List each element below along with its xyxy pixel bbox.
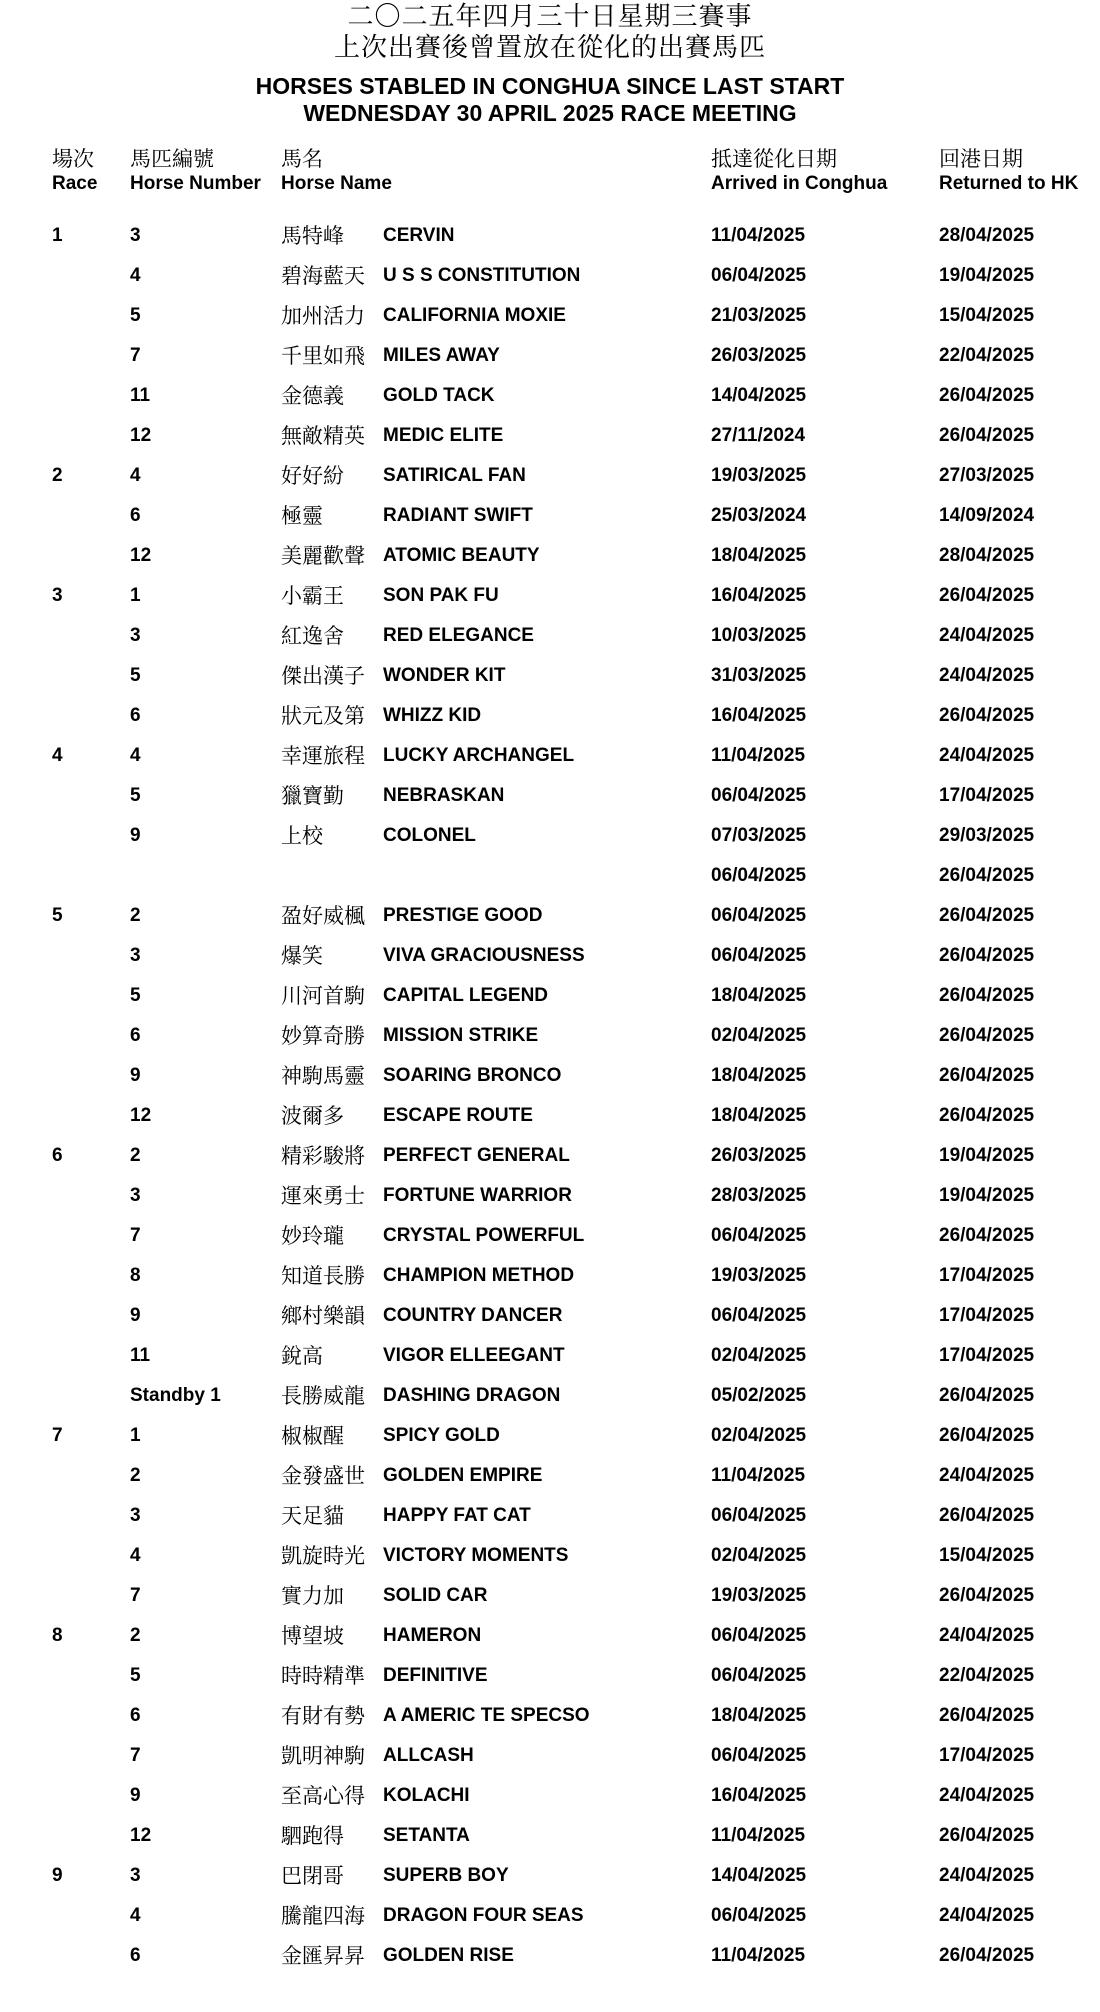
horse-name-en-cell: HAMERON [383,1625,482,1646]
horse-name-cn-cell: 狀元及第 [281,704,365,728]
horse-name-en-cell: GOLDEN EMPIRE [383,1465,543,1486]
horse-number-cell: 5 [130,305,141,326]
arrived-date-cell: 11/04/2025 [711,1945,806,1966]
horse-number-cell: 3 [130,945,141,966]
returned-date-cell: 19/04/2025 [939,1185,1035,1206]
horse-name-cn-cell: 椒椒醒 [281,1424,344,1448]
horse-number-cell: 4 [130,465,141,486]
title-english-subject: HORSES STABLED IN CONGHUA SINCE LAST START [255,73,845,99]
horse-name-cn-cell: 極靈 [281,504,323,528]
race-cell: 4 [52,745,63,766]
horse-name-en-cell: VICTORY MOMENTS [383,1545,569,1566]
horse-number-cell: 4 [130,745,141,766]
table-header [0,146,1100,206]
arrived-date-cell: 06/04/2025 [711,1625,807,1646]
returned-date-cell: 14/09/2024 [939,505,1035,526]
table-row [0,616,1100,656]
arrived-date-cell: 06/04/2025 [711,1225,807,1246]
horse-name-cn-cell: 長勝威龍 [281,1384,365,1408]
arrived-date-cell: 06/04/2025 [711,1745,807,1766]
horse-number-cell: 4 [130,1545,141,1566]
table-row [0,496,1100,536]
arrived-date-cell: 11/04/2025 [711,1465,806,1486]
table-row [0,1736,1100,1776]
arrived-date-cell: 21/03/2025 [711,305,807,326]
arrived-date-cell: 05/02/2025 [711,1385,807,1406]
horse-name-cn-cell: 千里如飛 [281,344,365,368]
title-chinese-date: 二〇二五年四月三十日星期三賽事 [347,2,753,32]
arrived-date-cell: 16/04/2025 [711,1785,807,1806]
horse-name-en-cell: CRYSTAL POWERFUL [383,1225,585,1246]
table-row [0,1176,1100,1216]
horse-name-cn-cell: 好好紛 [281,464,344,488]
returned-date-cell: 24/04/2025 [939,1625,1035,1646]
returned-date-cell: 26/04/2025 [939,1505,1035,1526]
table-row [0,1096,1100,1136]
returned-date-cell: 26/04/2025 [939,1025,1035,1046]
horse-name-en-cell: SETANTA [383,1825,470,1846]
returned-date-cell: 22/04/2025 [939,1665,1035,1686]
column-header-horse-name-cn: 馬名 [281,147,323,171]
arrived-date-cell: 06/04/2025 [711,1665,807,1686]
horse-name-en-cell: SOARING BRONCO [383,1065,562,1086]
arrived-date-cell: 02/04/2025 [711,1425,807,1446]
horse-name-en-cell: MISSION STRIKE [383,1025,539,1046]
table-row [0,1456,1100,1496]
arrived-date-cell: 06/04/2025 [711,865,807,886]
arrived-date-cell: 18/04/2025 [711,1705,807,1726]
returned-date-cell: 28/04/2025 [939,545,1035,566]
horse-name-cn-cell: 知道長勝 [281,1264,365,1288]
horse-name-cn-cell: 運來勇士 [281,1184,365,1208]
horse-name-cn-cell: 金德義 [281,384,344,408]
arrived-date-cell: 26/03/2025 [711,345,807,366]
returned-date-cell: 26/04/2025 [939,905,1035,926]
table-row [0,776,1100,816]
arrived-date-cell: 18/04/2025 [711,985,807,1006]
race-cell: 2 [52,465,63,486]
arrived-date-cell: 11/04/2025 [711,225,806,246]
horse-name-cn-cell: 加州活力 [281,304,365,328]
horse-name-en-cell: A AMERIC TE SPECSO [383,1705,590,1726]
arrived-date-cell: 19/03/2025 [711,465,807,486]
horse-name-cn-cell: 金匯昇昇 [281,1944,365,1968]
race-cell: 9 [52,1865,63,1886]
returned-date-cell: 24/04/2025 [939,1785,1035,1806]
horse-number-cell: 2 [130,1625,141,1646]
horse-name-en-cell: PRESTIGE GOOD [383,905,543,926]
horse-number-cell: 12 [130,545,152,566]
race-cell: 7 [52,1425,63,1446]
horse-number-cell: 7 [130,345,141,366]
table-row [0,416,1100,456]
horse-number-cell: 7 [130,1225,141,1246]
horse-name-en-cell: GOLDEN RISE [383,1945,514,1966]
arrived-date-cell: 18/04/2025 [711,1105,807,1126]
horse-number-cell: 6 [130,505,141,526]
table-row [0,976,1100,1016]
arrived-date-cell: 06/04/2025 [711,785,807,806]
column-header-arrived-cn: 抵達從化日期 [711,147,837,171]
returned-date-cell: 26/04/2025 [939,585,1035,606]
table-row [0,1816,1100,1856]
arrived-date-cell: 06/04/2025 [711,1305,807,1326]
horse-name-cn-cell: 鄉村樂韻 [281,1304,365,1328]
table-row [0,936,1100,976]
horse-name-cn-cell: 川河首駒 [281,984,365,1008]
returned-date-cell: 24/04/2025 [939,745,1035,766]
table-row [0,1616,1100,1656]
table-row [0,336,1100,376]
horse-name-cn-cell: 獵寶勤 [281,784,344,808]
horse-number-cell: 7 [130,1745,141,1766]
horse-name-en-cell: WHIZZ KID [383,705,482,726]
column-header-horse-number [130,146,261,196]
table-row [0,1376,1100,1416]
column-header-race [52,146,97,196]
arrived-date-cell: 06/04/2025 [711,1505,807,1526]
returned-date-cell: 15/04/2025 [939,305,1035,326]
horse-name-cn-cell: 時時精準 [281,1664,365,1688]
table-row [0,1856,1100,1896]
horse-name-en-cell: RADIANT SWIFT [383,505,533,526]
table-row [0,1416,1100,1456]
column-header-horse-name-en: Horse Name [281,173,392,194]
horse-number-cell: 9 [130,825,141,846]
arrived-date-cell: 25/03/2024 [711,505,807,526]
horse-name-cn-cell: 妙玲瓏 [281,1224,344,1248]
table-row [0,1256,1100,1296]
returned-date-cell: 26/04/2025 [939,1225,1035,1246]
race-cell: 8 [52,1625,63,1646]
horse-name-cn-cell: 博望坡 [281,1624,344,1648]
arrived-date-cell: 02/04/2025 [711,1545,807,1566]
horse-name-en-cell: DASHING DRAGON [383,1385,561,1406]
horse-number-cell: 12 [130,1825,152,1846]
column-header-returned-en: Returned to HK [939,173,1079,194]
horse-number-cell: 1 [130,585,141,606]
horse-number-cell: 2 [130,1465,141,1486]
table-row [0,376,1100,416]
horse-name-cn-cell: 天足貓 [281,1504,344,1528]
returned-date-cell: 22/04/2025 [939,345,1035,366]
returned-date-cell: 17/04/2025 [939,1745,1035,1766]
page-header [0,0,1100,127]
horse-name-cn-cell: 金發盛世 [281,1464,365,1488]
returned-date-cell: 26/04/2025 [939,985,1035,1006]
table-row [0,536,1100,576]
table-row [0,1056,1100,1096]
table-row [0,1536,1100,1576]
horse-name-en-cell: FORTUNE WARRIOR [383,1185,572,1206]
returned-date-cell: 26/04/2025 [939,865,1035,886]
column-header-arrived [711,146,887,196]
horse-name-cn-cell: 馬特峰 [281,224,344,248]
table-row [0,1936,1100,1976]
returned-date-cell: 24/04/2025 [939,665,1035,686]
arrived-date-cell: 11/04/2025 [711,1825,806,1846]
horse-name-cn-cell: 碧海藍天 [281,264,365,288]
horse-name-en-cell: CHAMPION METHOD [383,1265,575,1286]
horse-name-cn-cell: 波爾多 [281,1104,344,1128]
returned-date-cell: 15/04/2025 [939,1545,1035,1566]
race-cell: 6 [52,1145,63,1166]
title-chinese-subject: 上次出賽後曾置放在從化的出賽馬匹 [333,33,766,63]
arrived-date-cell: 18/04/2025 [711,1065,807,1086]
returned-date-cell: 26/04/2025 [939,1705,1035,1726]
returned-date-cell: 26/04/2025 [939,385,1035,406]
horse-name-en-cell: ESCAPE ROUTE [383,1105,533,1126]
column-header-horse-name [281,146,392,196]
arrived-date-cell: 06/04/2025 [711,905,807,926]
column-header-horse-number-en: Horse Number [130,173,261,194]
horse-name-en-cell: CAPITAL LEGEND [383,985,549,1006]
horse-number-cell: 5 [130,985,141,1006]
race-cell: 3 [52,585,63,606]
horse-number-cell: 4 [130,265,141,286]
horse-number-cell: 11 [130,1345,151,1366]
returned-date-cell: 29/03/2025 [939,825,1035,846]
arrived-date-cell: 06/04/2025 [711,265,807,286]
horse-number-cell: 1 [130,1425,141,1446]
horse-number-cell: 3 [130,225,141,246]
horse-number-cell: 3 [130,1505,141,1526]
returned-date-cell: 26/04/2025 [939,1945,1035,1966]
column-header-horse-number-cn: 馬匹編號 [130,147,214,171]
horse-name-en-cell: DEFINITIVE [383,1665,488,1686]
horse-name-cn-cell: 實力加 [281,1584,344,1608]
horse-name-cn-cell: 騰龍四海 [281,1904,365,1928]
horse-number-cell: 9 [130,1065,141,1086]
horse-name-en-cell: VIVA GRACIOUSNESS [383,945,585,966]
returned-date-cell: 17/04/2025 [939,1265,1035,1286]
horse-number-cell: 11 [130,385,151,406]
horse-name-cn-cell: 精彩駿將 [281,1144,365,1168]
column-header-returned-cn: 回港日期 [939,147,1023,171]
arrived-date-cell: 11/04/2025 [711,745,806,766]
arrived-date-cell: 18/04/2025 [711,545,807,566]
horse-number-cell: 3 [130,1185,141,1206]
table-row [0,576,1100,616]
horse-name-en-cell: MILES AWAY [383,345,500,366]
horse-name-en-cell: ATOMIC BEAUTY [383,545,540,566]
horse-number-cell: 6 [130,705,141,726]
horse-name-cn-cell: 爆笑 [281,944,323,968]
returned-date-cell: 24/04/2025 [939,1865,1035,1886]
returned-date-cell: 26/04/2025 [939,945,1035,966]
horse-number-cell: 7 [130,1585,141,1606]
horse-name-en-cell: SOLID CAR [383,1585,488,1606]
table-row [0,1336,1100,1376]
horse-name-cn-cell: 美麗歡聲 [281,544,365,568]
horse-number-cell: 6 [130,1945,141,1966]
column-header-race-cn: 場次 [52,147,94,171]
horse-name-cn-cell: 紅逸舍 [281,624,344,648]
column-header-race-en: Race [52,173,98,194]
returned-date-cell: 24/04/2025 [939,625,1035,646]
horse-number-cell: 2 [130,1145,141,1166]
table-row [0,1496,1100,1536]
horse-name-en-cell: SUPERB BOY [383,1865,509,1886]
horse-name-cn-cell: 上校 [281,824,323,848]
table-row [0,456,1100,496]
returned-date-cell: 17/04/2025 [939,1345,1035,1366]
horse-number-cell: 12 [130,1105,152,1126]
horse-number-cell: 12 [130,425,152,446]
returned-date-cell: 19/04/2025 [939,1145,1035,1166]
horse-number-cell: 5 [130,665,141,686]
arrived-date-cell: 31/03/2025 [711,665,807,686]
table-row [0,696,1100,736]
table-row [0,1776,1100,1816]
table-row [0,896,1100,936]
horse-number-cell: 9 [130,1305,141,1326]
table-row [0,1896,1100,1936]
returned-date-cell: 17/04/2025 [939,785,1035,806]
returned-date-cell: 26/04/2025 [939,1425,1035,1446]
arrived-date-cell: 02/04/2025 [711,1345,807,1366]
horse-name-en-cell: CERVIN [383,225,455,246]
arrived-date-cell: 10/03/2025 [711,625,807,646]
horse-name-en-cell: U S S CONSTITUTION [383,265,581,286]
arrived-date-cell: 06/04/2025 [711,945,807,966]
arrived-date-cell: 26/03/2025 [711,1145,807,1166]
horse-number-cell: 6 [130,1705,141,1726]
table-row [0,736,1100,776]
table-row [0,1136,1100,1176]
arrived-date-cell: 19/03/2025 [711,1265,807,1286]
horse-name-cn-cell: 銳高 [281,1344,323,1368]
returned-date-cell: 19/04/2025 [939,265,1035,286]
column-header-returned [939,146,1078,196]
horse-name-cn-cell: 凱旋時光 [281,1544,365,1568]
arrived-date-cell: 07/03/2025 [711,825,807,846]
table-row [0,296,1100,336]
returned-date-cell: 28/04/2025 [939,225,1035,246]
column-header-arrived-en: Arrived in Conghua [711,173,888,194]
arrived-date-cell: 06/04/2025 [711,1905,807,1926]
horse-number-cell: 9 [130,1785,141,1806]
horse-name-en-cell: PERFECT GENERAL [383,1145,570,1166]
horse-number-cell: 3 [130,1865,141,1886]
horse-name-en-cell: RED ELEGANCE [383,625,534,646]
horse-name-cn-cell: 巴閉哥 [281,1864,344,1888]
horse-number-cell: 8 [130,1265,141,1286]
arrived-date-cell: 28/03/2025 [711,1185,807,1206]
horse-number-cell: 2 [130,905,141,926]
arrived-date-cell: 19/03/2025 [711,1585,807,1606]
horse-name-cn-cell: 至高心得 [281,1784,365,1808]
horse-name-en-cell: ALLCASH [383,1745,474,1766]
horse-number-cell: Standby 1 [130,1385,221,1406]
returned-date-cell: 24/04/2025 [939,1465,1035,1486]
returned-date-cell: 27/03/2025 [939,465,1035,486]
horse-name-en-cell: COUNTRY DANCER [383,1305,563,1326]
table-row [0,1296,1100,1336]
title-english-date: WEDNESDAY 30 APRIL 2025 RACE MEETING [303,100,797,126]
table-row [0,1656,1100,1696]
horse-name-en-cell: KOLACHI [383,1785,470,1806]
returned-date-cell: 26/04/2025 [939,1065,1035,1086]
horse-name-en-cell: MEDIC ELITE [383,425,504,446]
table-row [0,1696,1100,1736]
arrived-date-cell: 16/04/2025 [711,705,807,726]
horse-name-cn-cell: 幸運旅程 [281,744,365,768]
returned-date-cell: 17/04/2025 [939,1305,1035,1326]
horse-name-en-cell: SPICY GOLD [383,1425,500,1446]
horse-name-en-cell: NEBRASKAN [383,785,505,806]
horse-name-en-cell: VIGOR ELLEEGANT [383,1345,565,1366]
arrived-date-cell: 27/11/2024 [711,425,806,446]
table-row [0,1576,1100,1616]
horse-name-cn-cell: 小霸王 [281,584,344,608]
horse-name-en-cell: LUCKY ARCHANGEL [383,745,575,766]
arrived-date-cell: 14/04/2025 [711,1865,807,1886]
horse-name-cn-cell: 神駒馬靈 [281,1064,365,1088]
horse-name-en-cell: HAPPY FAT CAT [383,1505,531,1526]
table-row [0,1016,1100,1056]
arrived-date-cell: 14/04/2025 [711,385,807,406]
arrived-date-cell: 16/04/2025 [711,585,807,606]
horse-name-en-cell: COLONEL [383,825,476,846]
returned-date-cell: 24/04/2025 [939,1905,1035,1926]
horse-number-cell: 4 [130,1905,141,1926]
table-row [0,1216,1100,1256]
table-row [0,656,1100,696]
horse-name-cn-cell: 駟跑得 [281,1824,344,1848]
horse-name-cn-cell: 盈好威楓 [281,904,365,928]
horse-name-en-cell: SON PAK FU [383,585,499,606]
horse-name-en-cell: DRAGON FOUR SEAS [383,1905,584,1926]
table-row [0,816,1100,856]
horse-name-cn-cell: 有財有勢 [281,1704,365,1728]
returned-date-cell: 26/04/2025 [939,705,1035,726]
horse-name-en-cell: SATIRICAL FAN [383,465,526,486]
table-row [0,856,1100,896]
horse-name-en-cell: GOLD TACK [383,385,495,406]
horse-name-en-cell: CALIFORNIA MOXIE [383,305,566,326]
arrived-date-cell: 02/04/2025 [711,1025,807,1046]
horse-name-en-cell: WONDER KIT [383,665,506,686]
table-row [0,216,1100,256]
horse-number-cell: 5 [130,785,141,806]
returned-date-cell: 26/04/2025 [939,1825,1035,1846]
horse-name-cn-cell: 傑出漢子 [281,664,365,688]
horse-number-cell: 6 [130,1025,141,1046]
race-cell: 5 [52,905,63,926]
race-cell: 1 [52,225,63,246]
returned-date-cell: 26/04/2025 [939,1585,1035,1606]
returned-date-cell: 26/04/2025 [939,1105,1035,1126]
horse-number-cell: 5 [130,1665,141,1686]
horse-name-cn-cell: 妙算奇勝 [281,1024,365,1048]
horse-name-cn-cell: 凱明神駒 [281,1744,365,1768]
returned-date-cell: 26/04/2025 [939,1385,1035,1406]
horse-name-cn-cell: 無敵精英 [281,424,365,448]
table-row [0,256,1100,296]
horse-number-cell: 3 [130,625,141,646]
horse-table-body [0,216,1100,1976]
returned-date-cell: 26/04/2025 [939,425,1035,446]
